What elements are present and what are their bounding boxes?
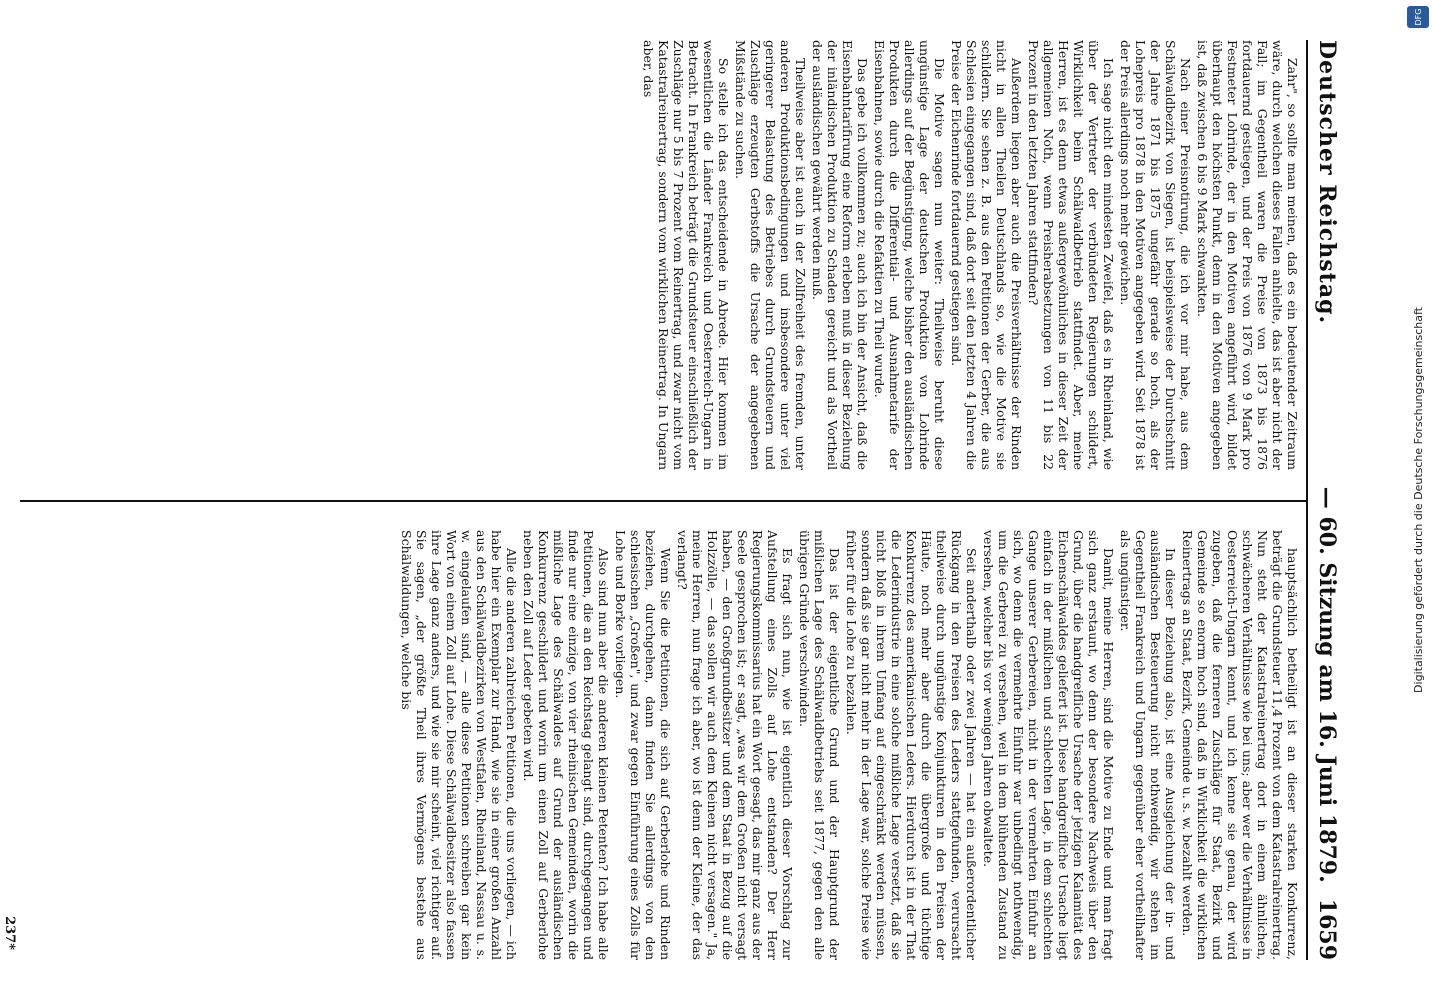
paragraph: Außerdem liegen aber auch die Preisverhältnisse der Rinden nicht in allen Theilen Deutschlands so, wie die Motive sie schildern. Sie sehen z. B. aus den Petitionen der Gerber, die aus Schlesien eingegangen sind, daß dort seit den letzten 4 Jahren die Preise der Eichenrinde fortdauernd gestiegen sind.: [949, 40, 1024, 470]
right-column: [20, 530, 1300, 960]
dfg-logo: DFG: [1407, 6, 1429, 28]
paragraph: Das gebe ich vollkommen zu; auch ich bin der Ansicht, daß die Eisenbahntarifirung eine Reform erleben muß in dieser Beziehung der inländischen Produktion zu Schaden gereicht und als Vortheil der ausländischen gewährt werden muß.: [810, 40, 870, 470]
paragraph: Also sind nun aber die anderen kleinen Petenten? Ich habe alle Petitionen, die an den Reichstag gelangt sind, durchgegangen und finde nur eine einzige, von vier rheinischen Gemeinden, worin die mißliche Lage des Schälwaldes auf Grund der ausländischen Konkurrenz geschildert und worin um einen Zoll auf Gerberlohe neben den Zoll auf Leder gebeten wird.: [521, 530, 611, 960]
digitization-banner: [1404, 0, 1432, 1000]
session-title: — 60. Sitzung am 16. Juni 1879.: [1314, 486, 1340, 883]
signature-mark: 237*: [2, 916, 17, 950]
paragraph: Theilweise aber ist auch in der Zollfreiheit des fremden, unter anderen Produktionsbedingungen und insbesondere unter viel geringerer Belastung des Betriebes durch Grundsteuern und Zuschläge erzeugten Gerbstoffs die Ursache der angegebenen Mißstände zu suchen.: [733, 40, 808, 470]
paragraph: Nach einer Preisnotirung, die ich vor mir habe, aus dem Schälwaldbezirk von Siegen, ist beispielsweise der Durchschnitt der Jahre 1871 bis 1875 ungefähr gerade so hoch, als der Lohepreis pro 1878 in den Motiven angegeben wird. Seit 1878 ist der Preis allerdings noch mehr gewichen.: [1118, 40, 1193, 470]
paragraph: hauptsächlich betheiligt ist an dieser starken Konkurrenz, beträgt die Grundsteuer 11,4 Prozent von dem Katastralreinertrag. Nun steht der Katastralreinertrag dort in einem ähnlichen, schwächeren Verhältnisse wie bei uns; aber wer die Verhältnisse in Oesterreich-Ungarn kennt, und ich kenne sie genau, der wird zugeben, daß die ferneren Zuschläge für Staat, Bezirk und Gemeinde so enorm hoch sind, daß in Wirklichkeit die wirklichen Reinertrags an Staat, Bezirk, Gemeinde u. s. w. bezahlt werden.: [1180, 530, 1300, 960]
page-header: [1306, 40, 1360, 960]
paragraph: Damit, meine Herren, sind die Motive zu Ende und man fragt sich ganz erstaunt, wo denn der besondere Nachweis über den Grund, über die handgreifliche Ursache der jetzigen Kalamität des Eichenschälwaldes geliefert ist. Diese handgreifliche Ursache liegt einfach in der mißlichen und schlechten Lage, in dem schlechten Gange unserer Gerbereien, nicht in der vermehrten Einfuhr an sich, wo denn die vermehrte Einfuhr war unbedingt nothwendig, um die Gerberei zu versehen, weil in dem blühenden Zustand zu versehen, welcher bis vor wenigen Jahren obwaltete.: [981, 530, 1116, 960]
digitization-notice: Digitalisierung gefördert durch die Deutsche Forschungsgemeinschaft: [1411, 307, 1425, 693]
header-right: [1314, 487, 1340, 960]
page-number: 1659: [1314, 898, 1340, 960]
paragraph: So stelle ich das entscheidende in Abrede. Hier kommen im wesentlichen die Länder Frankreich und Oesterreich-Ungarn in Betracht. In Frankreich beträgt die Grundsteuer einschließlich der Zuschläge nur 5 bis 7 Prozent vom Reinertrag, und zwar nicht vom Katastralreinertrag, sondern vom wirklichen Reinertrag. In Ungarn aber, das: [641, 40, 731, 470]
paragraph: Wenn Sie die Petitionen, die sich auf Gerberlohe und Rinden beziehen, durchgehen, dann finden Sie allerdings von den schlesischen „Großen", und zwar gegen Einführung eines Zolls für Lohe und Borke vorliegen.: [613, 530, 673, 960]
paragraph: Ich sage nicht den mindesten Zweifel, daß es in Rheinland, wie über der Vertreter der verbündeten Regierungen schildert, Wirklichkeit beim Schälwaldbetrieb stattfindet. Aber, meine Herren, ist es denn etwas außergewöhnliches in dieser Zeit der allgemeinen Noth, wenn Preisherabsetzungen von 11 bis 22 Prozent in den letzten Jahren stattfinden?: [1026, 40, 1116, 470]
paragraph: Das ist der eigentliche Grund und der Hauptgrund der mißlichen Lage des Schälwaldbetriebs seit 1877, gegen den alle übrigen Gründe verschwinden.: [797, 530, 842, 960]
paragraph: Die Motive sagen nun weiter: Theilweise beruht diese ungünstige Lage der deutschen Produktion von Lohrinde allerdings auf der Begünstigung, welche bisher den ausländischen Produkten durch die Differential- und Ausnahmetarife der Eisenbahnen, sowie durch die Refaktien zu Theil wurde.: [872, 40, 947, 470]
paper-title: Deutscher Reichstag.: [1314, 40, 1340, 325]
paragraph: Zahr", so sollte man meinen, daß es ein bedeutender Zeitraum wäre, durch welchen dieses Fallen anhielte, das ist aber nicht der Fall; im Gegentheil waren die Preise von 1873 bis 1876 fortdauernd gestiegen, und der Preis von 1876 von 9 Mark pro Festmeter Lohrinde, der in den Motiven angeführt wird, bildet überhaupt den höchsten Punkt, denn in den Motiven angegeben ist, daß zwischen 6 bis 9 Mark schwankten.: [1195, 40, 1300, 470]
column-divider: [20, 500, 1306, 502]
left-column: [20, 40, 1300, 470]
paragraph: Alle die anderen zahlreichen Petitionen, die uns vorliegen, — ich habe hier ein Exemplar zur Hand, wie sie in einer großen Anzahl aus den Schälwaldbezirken von Westfalen, Rheinland, Nassau u. s. w. eingelaufen sind, — alle diese Petitionen schreiben gar kein Wort von einem Zoll auf Lohe. Diese Schälwaldbesitzer also fassen ihre Lage ganz anders, und wie sie mir scheint, viel richtiger auf. Sie sagen, „der größte Theil ihres Vermögens bestehe aus Schälwaldungen, welche bis: [399, 530, 519, 960]
paragraph: In dieser Beziehung also, ist eine Ausgleichung der in- und ausländischen Besteuerung nicht nothwendig, wir stehen im Gegentheil Frankreich und Ungarn gegenüber eher vortheilhafter als ungünstiger.: [1118, 530, 1178, 960]
paragraph: Es fragt sich nun, wie ist eigentlich dieser Vorschlag zur Aufstellung eines Zolls auf Lohe entstanden? Der Herr Regierungskommissarius hat ein Wort gesagt, das mir ganz aus der Seele gesprochen ist; er sagt, „was wir dem Großen nicht versagt haben, — den Großgrundbesitzer und dem Staat in Bezug auf die Holzzölle, — das sollen wir auch dem Kleinen nicht versagen." Ja, meine Herren, nun frage ich aber, wo ist denn der Kleine, der das verlangt?: [675, 530, 795, 960]
paragraph: Seit anderthalb oder zwei Jahren — hat ein außerordentlicher Rückgang in den Preisen des Leders stattgefunden, verursacht theilweise durch ungünstige Konjunkturen in den Preisen der Häute, noch mehr aber durch die übergroße und tüchtige Konkurrenz des amerikanischen Leders. Hierdurch ist in der That die Lederindustrie in eine solche mißliche Lage versetzt, daß sie nicht bloß in ihrem Umfang auf eingeschränkt werden müssen, sondern daß sie gar nicht mehr in der Lage war, solche Preise wie früher für die Lohe zu bezahlen.: [844, 530, 979, 960]
